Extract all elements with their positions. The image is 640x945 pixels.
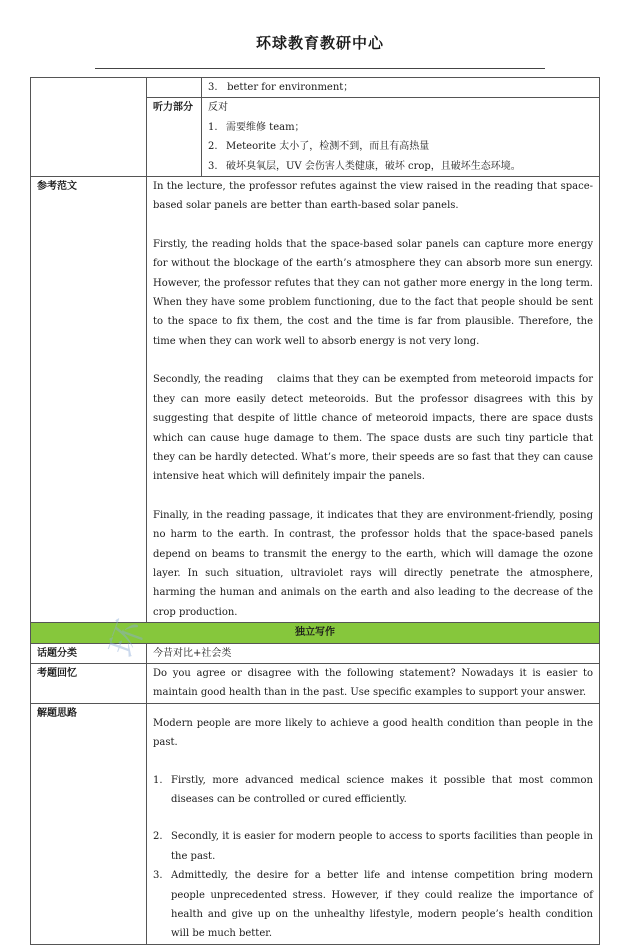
question-text: Do you agree or disagree with the following statement? Nowadays it is easier to maintain good health than in the past. Use specific examples to support your answer. [147,663,600,703]
category-row [31,643,600,663]
reading-point-row [31,78,600,98]
section-title: 独立写作 [31,623,600,643]
list-item-text: Firstly, more advanced medical science makes it possible that most common diseases can be controlled or cured efficiently. [171,774,593,805]
listening-label: 听力部分 [147,98,202,177]
list-item-number: 3. [208,160,218,172]
list-item-number: 2. [153,831,163,843]
essay-paragraph: Firstly, the reading holds that the space-based solar panels can capture more energy for without the blockage of the earth’s atmosphere they can absorb more sun energy. However, the professor refutes that they can not gather more energy in the long term. When they have some problem functioning, due to the fact that people should be sent to the space to fix them, the cost and the time is far from plausible. Therefore, the time when they can work well to absorb energy is not very long. [153,238,593,347]
approach-content [147,703,600,944]
list-item-text: Admittedly, the desire for a better life and intense competition bring modern people unprecedented stress. However, if they could realize the importance of health and give up on the unhealthy lifestyle, modern people’s health condition will be much better. [171,870,593,940]
approach-label: 解题思路 [31,703,147,944]
list-item [153,771,593,810]
section-bar [31,623,600,643]
list-item [208,157,593,176]
list-item-number: 2. [208,141,218,153]
list-item-text: Meteorite 太小了，检测不到，而且有高热量 [226,141,430,153]
essay-paragraph: Secondly, the reading claims that they can be exempted from meteoroid impacts for they can more easily detect meteoroids. But the professor disagrees with this by suggesting that despite of little chance of meteoroid impacts, there are space dusts which can cause huge damage to them. The space dusts are such tiny particle that they can be hardly detected. What’s more, their speeds are so fast that they can cause intensive heat which will definitely impair the panels. [153,374,593,483]
question-label: 考题回忆 [31,663,147,703]
empty-subcell [147,78,202,98]
reading-point-3: 3. better for environment； [202,78,600,98]
question-row [31,663,600,703]
list-item [153,827,593,866]
sample-essay-label: 参考范文 [31,177,147,623]
approach-row [31,703,600,944]
content-table [30,77,600,945]
category-label: 话题分类 [31,643,147,663]
list-item [208,137,593,156]
essay-paragraph: In the lecture, the professor refutes against the view raised in the reading that space-based solar panels are better than earth-based solar panels. [153,181,593,212]
list-item-text: 破坏臭氧层，UV 会伤害人类健康，破坏 crop，且破坏生态环境。 [226,160,521,172]
sample-essay-content [147,177,600,623]
page-header-title: 环球教育教研中心 [255,34,384,52]
list-item [153,866,593,944]
essay-paragraph: Finally, in the reading passage, it indicates that they are environment-friendly, posing no harm to the earth. In contrast, the professor holds that the space-based panels depend on beams to transmit the energy to the earth, which will damage the ozone layer. In such situation, ultraviolet rays will directly penetrate the atmosphere, harming the human and animals on the earth and also leading to the decrease of the crop production. [153,509,593,618]
list-item [208,118,593,137]
intro-label-cell [31,78,147,177]
list-item-text: 需要维修 team； [226,121,305,133]
category-value: 今昔对比+社会类 [147,643,600,663]
list-item-number: 3. [153,870,163,882]
list-item-number: 1. [208,121,218,133]
sample-essay-row [31,177,600,623]
listening-title: 反对 [208,102,228,114]
header-divider [95,68,545,69]
watermark-logo: 环 [102,614,153,663]
listening-content [202,98,600,177]
list-item-number: 1. [153,774,163,786]
approach-intro: Modern people are more likely to achieve a good health condition than people in the past. [153,717,593,749]
list-item-text: Secondly, it is easier for modern people to access to sports facilities than people in the past. [171,831,593,862]
